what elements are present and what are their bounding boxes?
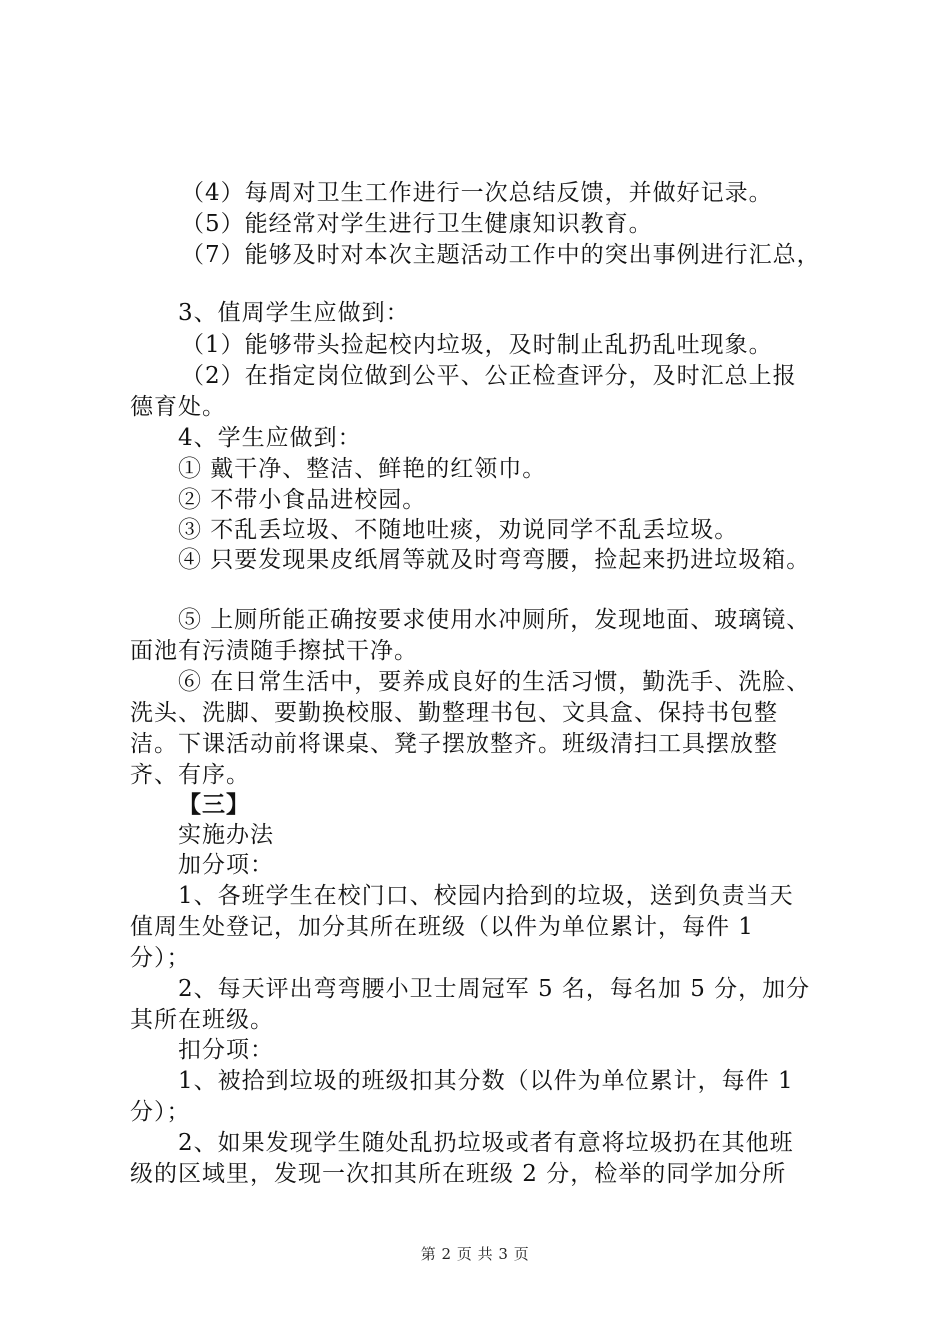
- text-line: （7）能够及时对本次主题活动工作中的突出事例进行汇总，: [181, 242, 821, 268]
- text-line: ⑤ 上厕所能正确按要求使用水冲厕所，发现地面、玻璃镜、: [178, 607, 811, 633]
- text-line: 3、值周学生应做到：: [178, 300, 410, 326]
- text-line: （4）每周对卫生工作进行一次总结反馈，并做好记录。: [181, 180, 773, 206]
- text-line: 2、每天评出弯弯腰小卫士周冠军 5 名，每名加 5 分，加分: [178, 976, 811, 1002]
- text-line: 洁。下课活动前将课桌、凳子摆放整齐。班级清扫工具摆放整: [130, 731, 778, 757]
- text-line: 2、如果发现学生随处乱扔垃圾或者有意将垃圾扔在其他班: [178, 1130, 794, 1156]
- text-line: 洗头、洗脚、要勤换校服、勤整理书包、文具盒、保持书包整: [130, 700, 778, 726]
- text-line: 德育处。: [130, 394, 226, 420]
- text-line: 齐、有序。: [130, 762, 250, 788]
- text-line: （1）能够带头捡起校内垃圾，及时制止乱扔乱吐现象。: [181, 332, 773, 358]
- text-line: 值周生处登记，加分其所在班级（以件为单位累计，每件 1: [130, 914, 754, 940]
- text-line: 1、各班学生在校门口、校园内拾到的垃圾，送到负责当天: [178, 883, 794, 909]
- text-line: 加分项：: [178, 852, 274, 878]
- text-line: ① 戴干净、整洁、鲜艳的红领巾。: [178, 456, 547, 482]
- text-line: 1、被拾到垃圾的班级扣其分数（以件为单位累计，每件 1: [178, 1068, 794, 1094]
- text-line: 实施办法: [178, 822, 274, 848]
- section-heading: 【三】: [178, 791, 250, 818]
- text-line: ⑥ 在日常生活中，要养成良好的生活习惯，勤洗手、洗脸、: [178, 669, 811, 695]
- text-line: 其所在班级。: [130, 1007, 274, 1033]
- text-line: ② 不带小食品进校园。: [178, 487, 427, 513]
- text-line: ④ 只要发现果皮纸屑等就及时弯弯腰，捡起来扔进垃圾箱。: [178, 547, 811, 573]
- text-line: （5）能经常对学生进行卫生健康知识教育。: [181, 211, 653, 237]
- text-line: 4、学生应做到：: [178, 425, 362, 451]
- text-line: （2）在指定岗位做到公平、公正检查评分，及时汇总上报: [181, 363, 797, 389]
- page-number-footer: 第 2 页 共 3 页: [420, 1245, 530, 1263]
- text-line: 扣分项：: [178, 1037, 274, 1063]
- text-line: 分）；: [130, 1099, 191, 1125]
- text-line: 分）；: [130, 945, 191, 971]
- text-line: 面池有污渍随手擦拭干净。: [130, 638, 418, 664]
- text-line: 级的区域里，发现一次扣其所在班级 2 分，检举的同学加分所: [130, 1161, 787, 1187]
- text-line: ③ 不乱丢垃圾、不随地吐痰，劝说同学不乱丢垃圾。: [178, 517, 739, 543]
